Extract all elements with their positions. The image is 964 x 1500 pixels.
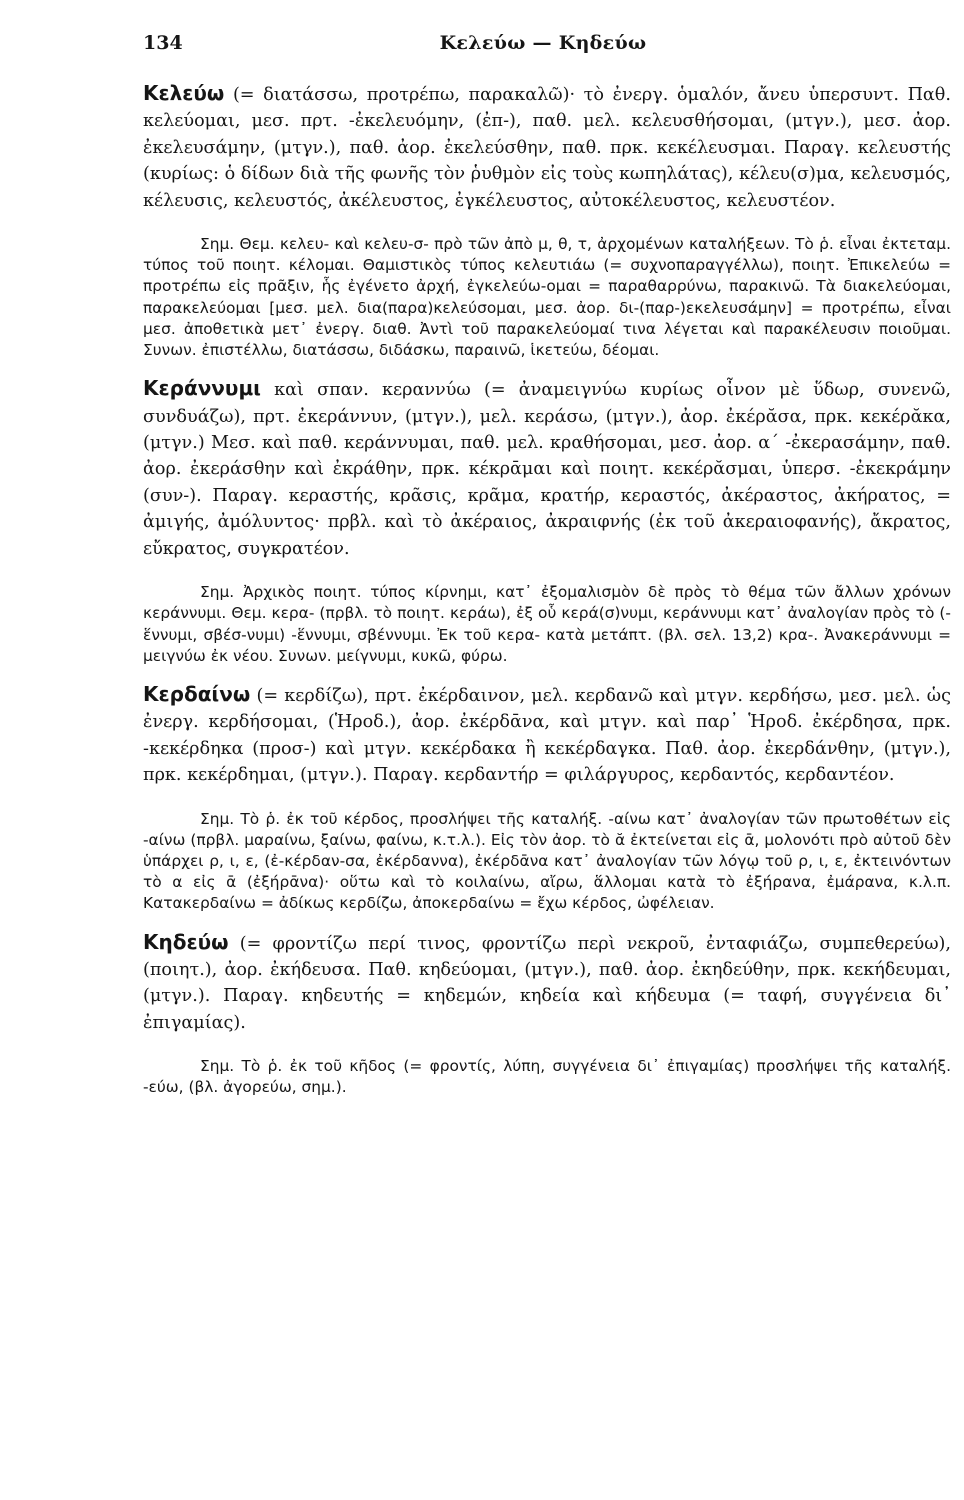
entry-note: Σημ. Τὸ ῥ. ἐκ τοῦ κέρδος, προσλήψει τῆς καταλήξ. -αίνω κατ᾽ ἀναλογίαν τῶν πρωτοθέτων εἰς -αίνω (πρβλ. μαραίνω, ξαίνω, φαίνω, κ.τ.λ.). Εἰς τὸν ἀορ. τὸ ᾰ ἐκτείνεται εἰς ᾱ, μολονότι πρὸ αὐτοῦ δὲν ὑπάρχει ρ, ι, ε, (ἐ-κέρδαν-σα, ἐκέρδαννα), ἐκέρδᾱνα κατ᾽ ἀναλογίαν τῶν λόγῳ τοῦ ρ, ι, ε, ἐκτεινόντων τὸ α εἰς ᾱ (ἐξήρᾱνα)· οὕτω καὶ τὸ κοιλαίνω, αἴρω, ἅλλομαι κατὰ τὸ ἐξήρανα, ἐμάρανα, κ.λ.π. Κατακερδαίνω = ἀδίκως κερδίζω, ἀποκερδαίνω = ἔχω κέρδος, ὠφέλειαν. — [143, 809, 951, 913]
entry-definition-text: (= κερδίζω), πρτ. ἐκέρδαινον, μελ. κερδανῶ καὶ μτγν. κερδήσω, μεσ. μελ. ὡς ἐνεργ. κερδήσομαι, (Ἡροδ.), ἀορ. ἐκέρδᾱνα, καὶ μτγν. καὶ παρ᾽ Ἡροδ. ἐκέρδησα, πρκ. -κεκέρδηκα (προσ-) καὶ μτγν. κεκέρδακα ἢ κεκέρδαγκα. Παθ. ἀορ. ἐκερδάνθην, (μτγν.), πρκ. κεκέρδημαι, (μτγν.). Παραγ. κερδαντήρ = φιλάργυρος, κερδαντός, κερδαντέον. — [143, 685, 951, 786]
entry-lemma: Κηδεύω — [143, 929, 229, 954]
entry-lemma: Κελεύω — [143, 81, 225, 105]
entry-definition — [143, 375, 951, 562]
entry-note: Σημ. Θεμ. κελευ- καὶ κελευ-σ- πρὸ τῶν ἀπὸ μ, θ, τ, ἀρχομένων καταλήξεων. Τὸ ῥ. εἶναι ἐκτεταμ. τύπος τοῦ ποιητ. κέλομαι. Θαμιστικὸς τύπος κελευτιάω (= συχνοπαραγγέλλω), ποιητ. Ἐπικελεύω = προτρέπω εἰς πρᾶξιν, ἧς ἐγένετο ἀρχή, ἐγκελεύω-ομαι = παραθαρρύνω, παρακινῶ. Τὰ διακελεύομαι, παρακελεύομαι [μεσ. μελ. δια(παρα)κελεύσομαι, μεσ. ἀορ. δι-(παρ-)εκελευσάμην] = προτρέπω, εἶναι μεσ. ἀποθετικὰ μετ᾽ ἐνεργ. διαθ. Ἀντὶ τοῦ παρακελεύομαί τινα λέγεται καὶ παρακέλευσιν ποιοῦμαι. Συνων. ἐπιστέλλω, διατάσσω, διδάσκω, παραινῶ, ἱκετεύω, δέομαι. — [143, 235, 951, 360]
entry-definition-text: (= φροντίζω περί τινος, φροντίζω περὶ νεκροῦ, ἐνταφιάζω, συμπεθερεύω), (ποιητ.), ἀορ. ἐκήδευσα. Παθ. κηδεύομαι, (μτγν.), παθ. ἀορ. ἐκηδεύθην, πρκ. κεκήδευμαι, (μτγν.). Παραγ. κηδευτής = κηδεμών, κηδεία καὶ κήδευμα (= ταφή, συγγένεια δι᾽ ἐπιγαμίας). — [143, 933, 952, 1033]
entry-kedeuo — [143, 929, 951, 1099]
entry-definition — [143, 80, 951, 214]
entry-definition-text: (= διατάσσω, προτρέπω, παρακαλῶ)· τὸ ἐνεργ. ὁμαλόν, ἄνευ ὑπερσυντ. Παθ. κελεύομαι, μεσ. πρτ. -ἐκελευόμην, (ἐπ-), παθ. μελ. κελευσθήσομαι, (μτγν.), μεσ. ἀορ. ἐκελευσάμην, (μτγν.), παθ. ἀορ. ἐκελεύσθην, παθ. πρκ. κεκέλευσμαι. Παραγ. κελευστής (κυρίως: ὁ δίδων διὰ τῆς φωνῆς τὸν ῥυθμὸν εἰς τοὺς κωπηλάτας), κέλευ(σ)μα, κελευσμός, κέλευσις, κελευστός, ἀκέλευστος, ἐγκέλευστος, αὐτοκέλευστος, κελευστέον. — [143, 85, 951, 211]
page-number: 134 — [143, 32, 183, 54]
entry-definition — [143, 929, 951, 1037]
page-body — [143, 72, 951, 1099]
page-header — [143, 32, 943, 60]
entry-kerannymi — [143, 375, 951, 667]
entry-keleuo — [143, 80, 951, 361]
entry-note: Σημ. Τὸ ῥ. ἐκ τοῦ κῆδος (= φροντίς, λύπη, συγγένεια δι᾽ ἐπιγαμίας) προσλήψει τῆς καταλήξ. -εύω, (βλ. ἀγορεύω, σημ.). — [143, 1057, 951, 1097]
entry-lemma: Κεράννυμι — [143, 376, 261, 401]
entry-definition — [143, 681, 951, 789]
entry-note: Σημ. Ἀρχικὸς ποιητ. τύπος κίρνημι, κατ᾽ ἐξομαλισμὸν δὲ πρὸς τὸ θέμα τῶν ἄλλων χρόνων κεράννυμι. Θεμ. κερα- (πρβλ. τὸ ποιητ. κεράω), ἐξ οὗ κερά(σ)νυμι, κεράννυμι κατ᾽ ἀναλογίαν πρὸς τὸ (-ἕννυμι, σβέσ-νυμι) -ἕννυμι, σβέννυμι. Ἐκ τοῦ κερα- κατὰ μετάπτ. (βλ. σελ. 13,2) κρα-. Ἀνακεράννυμι = μειγνύω ἐκ νέου. Συνων. μείγνυμι, κυκῶ, φύρω. — [143, 583, 951, 665]
entry-definition-text: καὶ σπαν. κεραννύω (= ἀναμειγνύω κυρίως οἶνον μὲ ὕδωρ, συνενῶ, συνδυάζω), πρτ. ἐκεράννυν, (μτγν.), μελ. κεράσω, (μτγν.), ἀορ. ἐκέρᾰσα, πρκ. κεκέρᾰκα, (μτγν.) Μεσ. καὶ παθ. κεράννυμαι, παθ. μελ. κραθήσομαι, μεσ. ἀορ. α΄ -ἐκερασάμην, παθ. ἀορ. ἐκεράσθην καὶ ἐκράθην, πρκ. κέκρᾱμαι καὶ ποιητ. κεκέρᾰσμαι, ὑπερσ. -ἐκεκράμην (συν-). Παραγ. κεραστής, κρᾶσις, κρᾶμα, κρατήρ, κεραστός, ἀκέραστος, ἀκήρατος, = ἀμιγής, ἀμόλυντος· πρβλ. καὶ τὸ ἀκέραιος, ἀκραιφνής (ἐκ τοῦ ἀκεραιοφανής), ἄκρατος, εὔκρατος, συγκρατέον. — [143, 380, 951, 559]
running-head: Κελεύω — Κηδεύω — [439, 32, 647, 54]
entry-kerdaino — [143, 681, 951, 915]
entry-lemma: Κερδαίνω — [143, 681, 251, 706]
